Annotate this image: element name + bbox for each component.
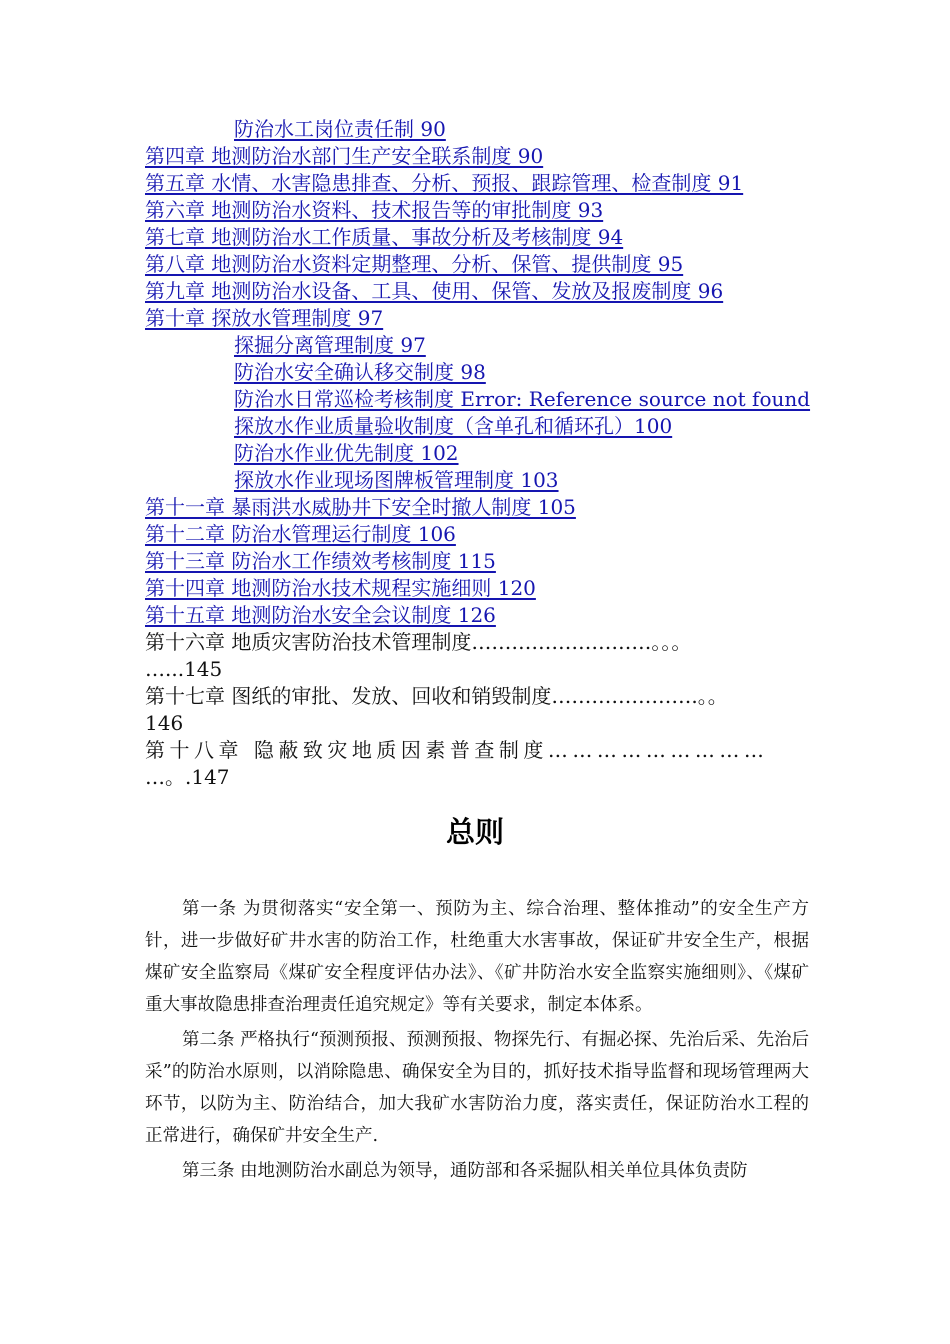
toc-line xyxy=(145,521,825,548)
table-of-contents xyxy=(145,116,825,791)
toc-entry-page: …。.147 xyxy=(145,765,230,789)
toc-line xyxy=(145,467,825,494)
article-3: 第三条 由地测防治水副总为领导，通防部和各采掘队相关单位具体负责防 xyxy=(182,1161,748,1181)
toc-line xyxy=(145,386,825,413)
toc-link[interactable]: 第八章 地测防治水资料定期整理、分析、保管、提供制度 95 xyxy=(145,252,684,276)
toc-link[interactable]: 第十章 探放水管理制度 97 xyxy=(145,306,384,330)
toc-entry-page: …...145 xyxy=(145,657,223,681)
toc-link-list xyxy=(145,116,825,629)
toc-line xyxy=(145,413,825,440)
toc-link[interactable]: 防治水作业优先制度 102 xyxy=(234,441,459,465)
toc-line xyxy=(145,251,825,278)
toc-plain-entry-17 xyxy=(145,683,825,737)
toc-link[interactable]: 探掘分离管理制度 97 xyxy=(234,333,426,357)
toc-plain-entry-18 xyxy=(145,737,825,791)
toc-link[interactable]: 第六章 地测防治水资料、技术报告等的审批制度 93 xyxy=(145,198,604,222)
toc-entry-line: 第十六章 地质灾害防治技术管理制度………………………。。。 xyxy=(145,630,692,654)
toc-line xyxy=(145,332,825,359)
toc-line xyxy=(145,494,825,521)
toc-line xyxy=(145,143,825,170)
toc-entry-line: 第十八章 隐蔽致灾地质因素普查制度……………………… xyxy=(145,738,769,762)
toc-line xyxy=(145,116,825,143)
toc-line xyxy=(145,575,825,602)
toc-line xyxy=(145,305,825,332)
toc-line xyxy=(145,440,825,467)
toc-link[interactable]: 探放水作业现场图牌板管理制度 103 xyxy=(234,468,559,492)
toc-link[interactable]: 探放水作业质量验收制度（含单孔和循环孔）100 xyxy=(234,414,673,438)
toc-link[interactable]: 第十一章 暴雨洪水威胁井下安全时撤人制度 105 xyxy=(145,495,576,519)
section-heading: 总则 xyxy=(445,815,504,849)
toc-link[interactable]: 第四章 地测防治水部门生产安全联系制度 90 xyxy=(145,144,544,168)
toc-line xyxy=(145,602,825,629)
toc-plain-entry-16 xyxy=(145,629,825,683)
article-2: 第二条 严格执行“预测预报、预测预报、物探先行、有掘必探、先治后采、先治后采”的防治水原则，以消除隐患、确保安全为目的，抓好技术指导监督和现场管理两大环节，以防为主、防治结合，加大我矿水害防治力度，落实责任，保证防治水工程的正常进行，确保矿井安全生产. xyxy=(145,1030,810,1146)
toc-line xyxy=(145,224,825,251)
toc-link[interactable]: 第十三章 防治水工作绩效考核制度 115 xyxy=(145,549,496,573)
toc-link[interactable]: 第七章 地测防治水工作质量、事故分析及考核制度 94 xyxy=(145,225,624,249)
toc-link[interactable]: 防治水安全确认移交制度 98 xyxy=(234,360,486,384)
body-text xyxy=(145,893,809,1190)
toc-link[interactable]: 第五章 水情、水害隐患排查、分析、预报、跟踪管理、检查制度 91 xyxy=(145,171,744,195)
toc-line xyxy=(145,278,825,305)
toc-link[interactable]: 第十四章 地测防治水技术规程实施细则 120 xyxy=(145,576,536,600)
toc-line xyxy=(145,548,825,575)
toc-line xyxy=(145,170,825,197)
toc-link[interactable]: 第十二章 防治水管理运行制度 106 xyxy=(145,522,456,546)
toc-link[interactable]: 第九章 地测防治水设备、工具、使用、保管、发放及报废制度 96 xyxy=(145,279,724,303)
toc-entry-page: 146 xyxy=(145,711,184,735)
article-1: 第一条 为贯彻落实“安全第一、预防为主、综合治理、整体推动”的安全生产方针，进一步做好矿井水害的防治工作，杜绝重大水害事故，保证矿井安全生产，根据煤矿安全监察局《煤矿安全程度评估办法》、《矿井防治水安全监察实施细则》、《煤矿重大事故隐患排查治理责任追究规定》等有关要求，制定本体系。 xyxy=(145,899,809,1015)
toc-entry-line: 第十七章 图纸的审批、发放、回收和销毁制度………………….。。 xyxy=(145,684,728,708)
toc-link[interactable]: 第十五章 地测防治水安全会议制度 126 xyxy=(145,603,496,627)
toc-line xyxy=(145,359,825,386)
toc-link[interactable]: 防治水工岗位责任制 90 xyxy=(234,117,446,141)
toc-link[interactable]: 防治水日常巡检考核制度 Error: Reference source not found xyxy=(234,387,811,411)
toc-line xyxy=(145,197,825,224)
